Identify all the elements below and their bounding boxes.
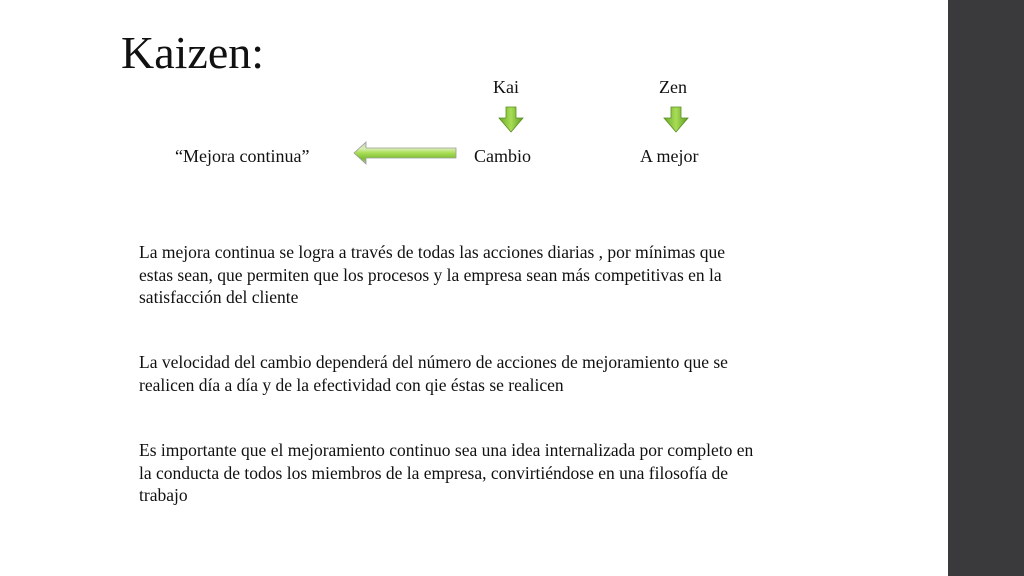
word-kai: Kai bbox=[493, 77, 519, 97]
green-down-arrow-icon bbox=[662, 106, 690, 134]
paragraph: La velocidad del cambio dependerá del número de acciones de mejoramiento que se realicen día a día y de la efectividad con qie éstas se realicen bbox=[139, 352, 728, 395]
slide-title: Kaizen: bbox=[121, 27, 265, 78]
paragraph: La mejora continua se logra a través de todas las acciones diarias , por mínimas que estas sean, que permiten que los procesos y la empresa sean más competitivas en la satisfacción del cliente bbox=[139, 242, 726, 307]
side-bar bbox=[948, 0, 1024, 576]
result-label: “Mejora continua” bbox=[175, 146, 310, 166]
word-a-mejor: A mejor bbox=[640, 146, 699, 166]
word-zen: Zen bbox=[659, 77, 687, 97]
green-left-arrow-icon bbox=[352, 140, 458, 166]
green-down-arrow-icon bbox=[497, 106, 525, 134]
paragraph: Es importante que el mejoramiento continuo sea una idea internalizada por completo en la conducta de todos los miembros de la empresa, convirtiéndose en una filosofía de trabajo bbox=[139, 440, 754, 505]
word-cambio: Cambio bbox=[474, 146, 531, 166]
